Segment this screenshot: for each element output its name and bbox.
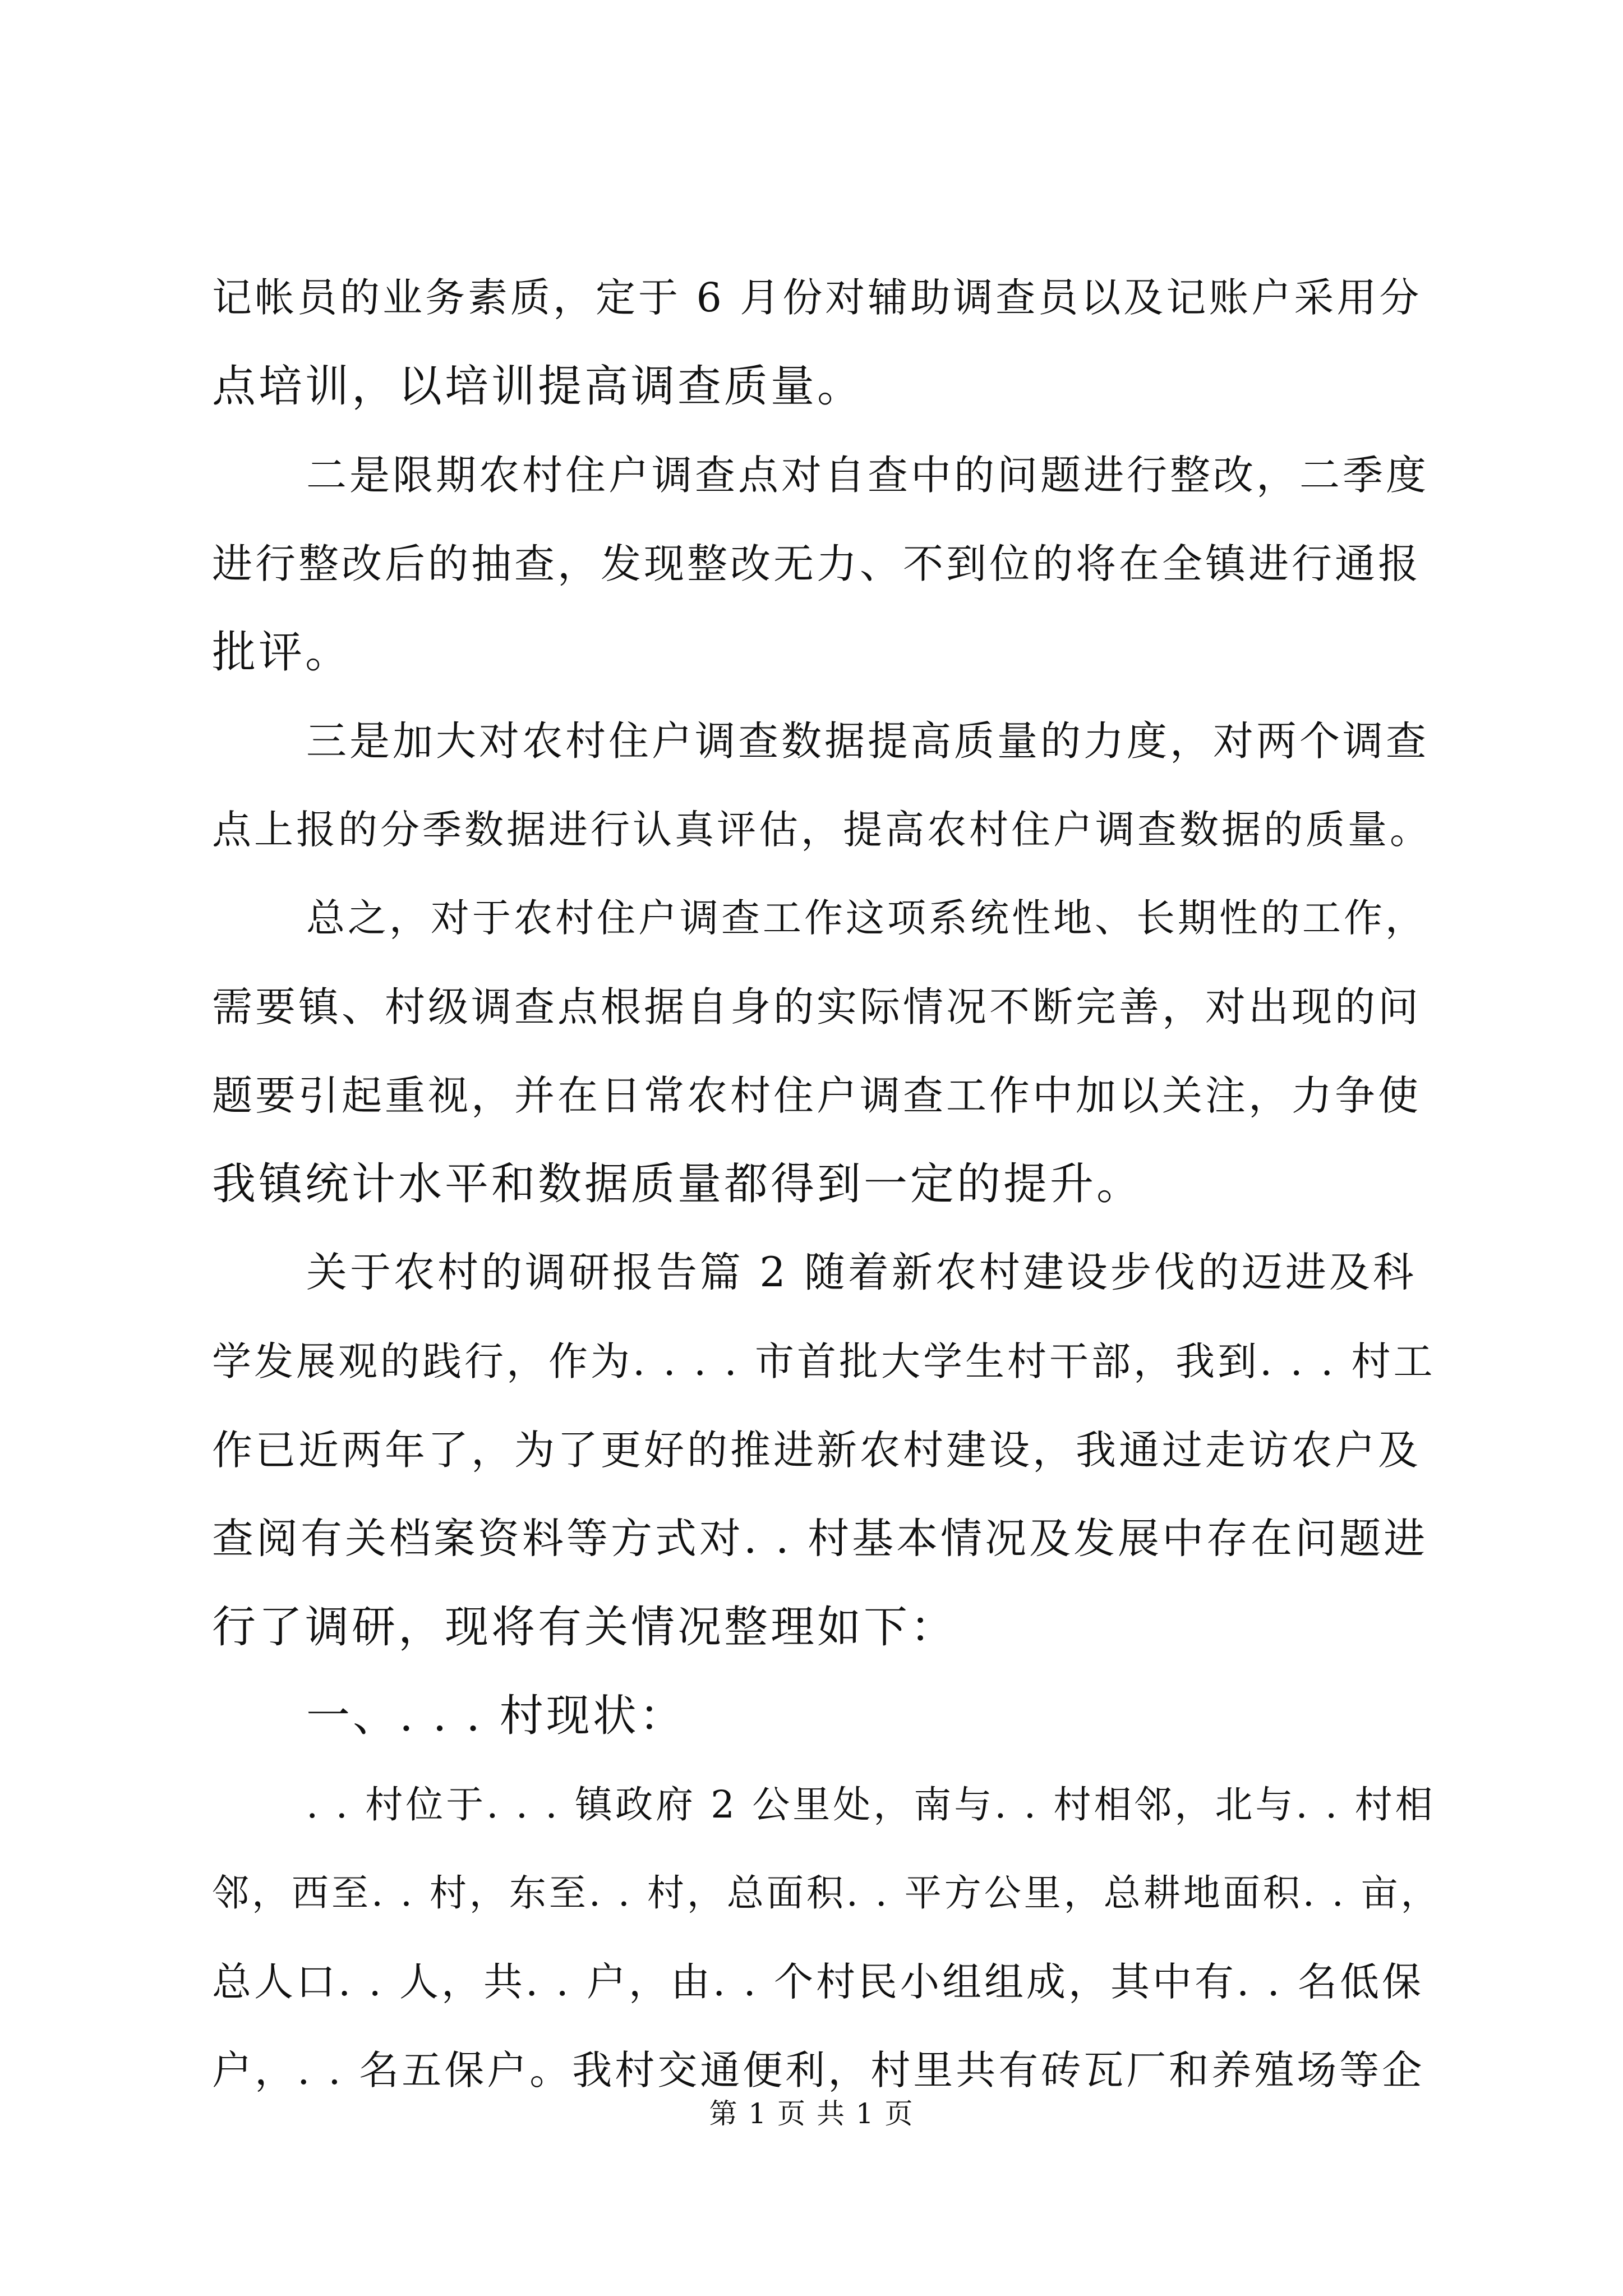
text-line: 点上报的分季数据进行认真评估，提高农村住户调查数据的质量。 <box>212 807 1432 853</box>
text-line: 需要镇、村级调查点根据自身的实际情况不断完善，对出现的问 <box>212 983 1422 1030</box>
text-line: 户，. . 名五保户。我村交通便利，村里共有砖瓦厂和养殖场等企 <box>212 2047 1425 2093</box>
text-line: 行了调研，现将有关情况整理如下： <box>212 1602 957 1653</box>
text-line: 我镇统计水平和数据质量都得到一定的提升。 <box>212 1159 1144 1209</box>
text-line: 总之，对于农村住户调查工作这项系统性地、长期性的工作， <box>306 896 1427 941</box>
text-line: . . 村位于. . . 镇政府 2 公里处，南与. . 村相邻，北与. . 村相 <box>306 1783 1436 1826</box>
text-line: 总人口. . 人，共. . 户，由. . 个村民小组组成，其中有. . 名低保 <box>212 1959 1424 2005</box>
text-line: 学发展观的践行，作为. . . . 市首批大学生村干部，我到. . . 村工 <box>212 1338 1436 1384</box>
text-line: 进行整改后的抽查，发现整改无力、不到位的将在全镇进行通报 <box>212 540 1422 587</box>
text-line: 一、. . . 村现状： <box>306 1691 686 1741</box>
text-line: 记帐员的业务素质，定于 6 月份对辅助调查员以及记账户采用分 <box>212 274 1422 321</box>
text-line: 作已近两年了，为了更好的推进新农村建设，我通过走访农户及 <box>212 1427 1422 1474</box>
text-line: 点培训，以培训提高调查质量。 <box>212 361 864 412</box>
text-line: 三是加大对农村住户调查数据提高质量的力度，对两个调查 <box>306 717 1430 765</box>
text-line: 邻，西至. . 村，东至. . 村，总面积. . 平方公里，总耕地面积. . 亩， <box>212 1871 1441 1915</box>
page-footer: 第 1 页 共 1 页 <box>709 2097 914 2130</box>
text-line: 查阅有关档案资料等方式对. . 村基本情况及发展中存在问题进 <box>212 1515 1428 1563</box>
text-line: 题要引起重视，并在日常农村住户调查工作中加以关注，力争使 <box>212 1072 1422 1119</box>
text-line: 关于农村的调研报告篇 2 随着新农村建设步伐的迈进及科 <box>306 1249 1417 1296</box>
text-line: 二是限期农村住户调查点对自查中的问题进行整改，二季度 <box>306 452 1430 499</box>
document-body <box>212 254 1441 2115</box>
text-line: 批评。 <box>212 627 352 678</box>
